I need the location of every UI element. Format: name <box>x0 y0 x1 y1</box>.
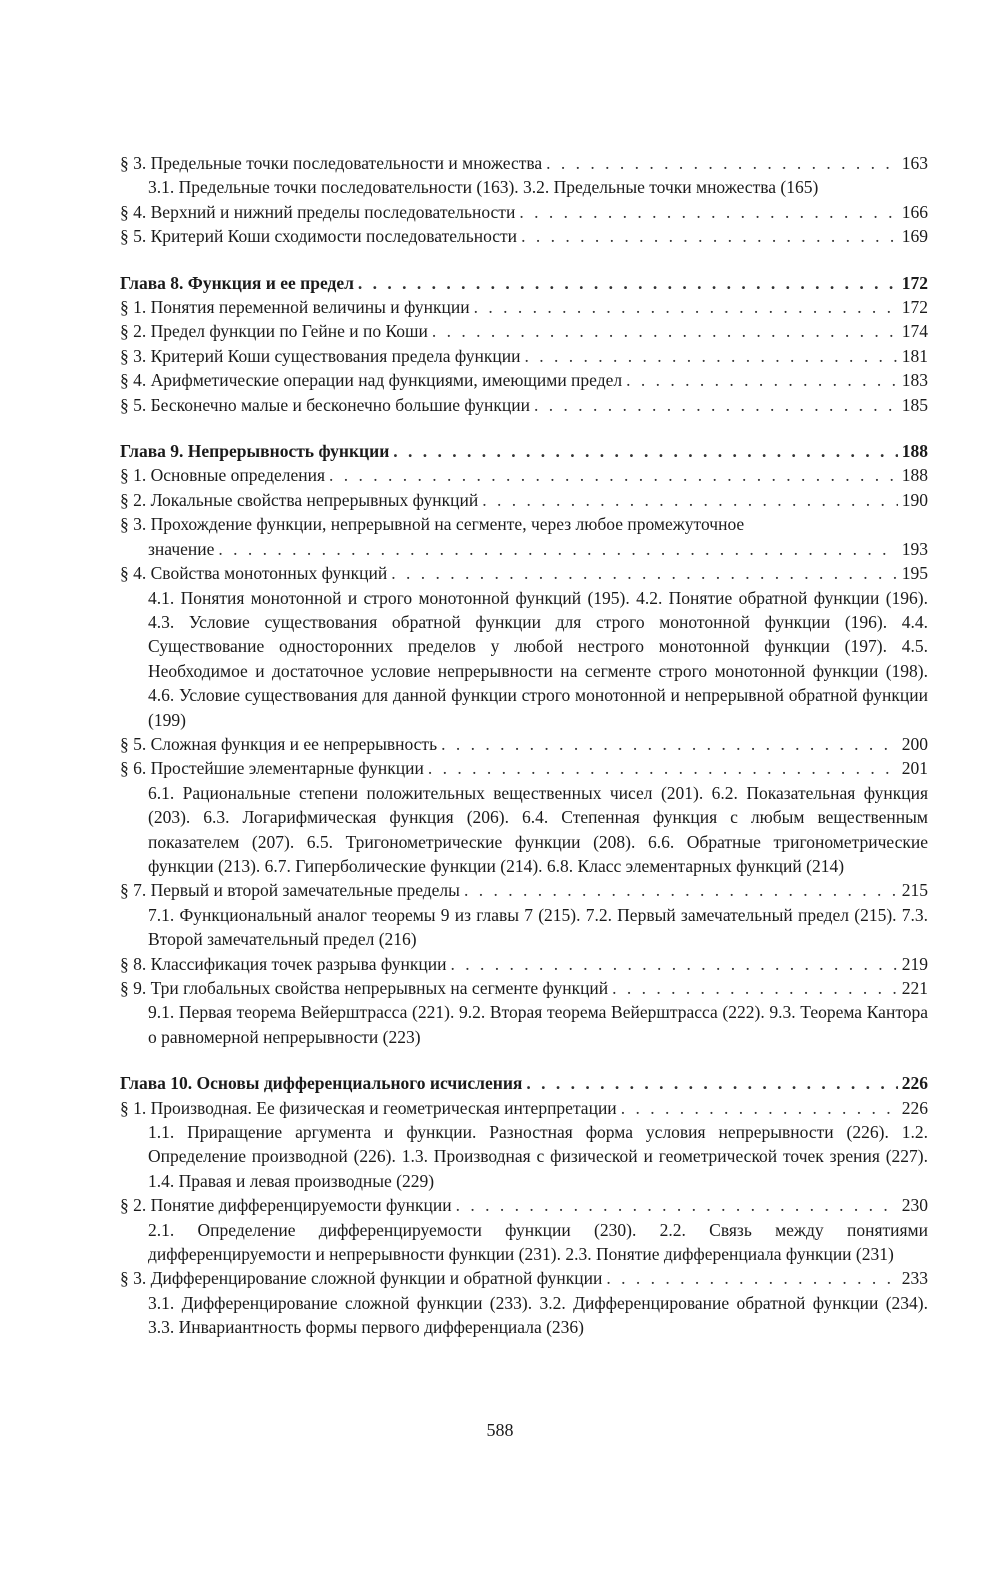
subsection-list: 1.1. Приращение аргумента и функции. Разностная форма условия непрерывности (226). 1.2. Определение производной (226). 1.3. Производная с физической и геометрической точек зрения (227). 1.4. Правая и левая производные (229) <box>148 1122 928 1191</box>
page-ref: 215 <box>901 880 928 901</box>
toc-section-entry <box>120 756 928 780</box>
toc-section-entry <box>120 488 928 512</box>
chapter-title: Глава 9. Непрерывность функции <box>120 441 390 462</box>
dot-leader <box>534 393 898 417</box>
section-title: § 6. Простейшие элементарные функции <box>120 758 424 779</box>
page-ref: 172 <box>901 272 928 293</box>
section-title: § 3. Прохождение функции, непрерывной на сегменте, через любое промежуточное <box>120 514 745 535</box>
dot-leader <box>482 488 898 512</box>
section-title: § 1. Понятия переменной величины и функции <box>120 297 470 318</box>
toc-section-entry <box>120 224 928 248</box>
toc-section-entry <box>120 512 928 536</box>
toc-section-entry <box>120 878 928 902</box>
page-ref: 230 <box>901 1195 928 1216</box>
page-ref: 185 <box>901 394 928 415</box>
page-ref: 201 <box>901 758 928 779</box>
section-title-continuation: значение <box>148 538 215 559</box>
section-title: § 2. Предел функции по Гейне и по Коши <box>120 321 428 342</box>
section-title: § 3. Предельные точки последовательности и множества <box>120 153 543 173</box>
page-ref: 181 <box>901 345 928 366</box>
table-of-contents <box>120 151 928 1340</box>
toc-section-entry <box>120 151 928 175</box>
page-ref: 169 <box>901 226 928 247</box>
dot-leader <box>218 537 897 561</box>
dot-leader <box>358 271 898 295</box>
toc-section-entry <box>120 295 928 319</box>
toc-section-entry <box>120 1266 928 1290</box>
section-title: § 2. Локальные свойства непрерывных функций <box>120 489 479 510</box>
toc-section-entry <box>120 200 928 224</box>
dot-leader <box>428 756 898 780</box>
section-title: § 3. Критерий Коши существования предела функции <box>120 345 521 366</box>
dot-leader <box>526 1071 897 1095</box>
page-ref: 226 <box>901 1073 928 1094</box>
subsection-list: 2.1. Определение дифференцируемости функции (230). 2.2. Связь между понятиями дифференцируемости и непрерывности функции (231). 2.3. Понятие дифференциала функции (231) <box>148 1219 928 1265</box>
toc-section-entry <box>120 561 928 585</box>
section-title: § 3. Дифференцирование сложной функции и обратной функции <box>120 1268 603 1289</box>
page-ref: 200 <box>901 733 928 754</box>
subsection-list: 4.1. Понятия монотонной и строго монотонной функций (195). 4.2. Понятие обратной функции (196). 4.3. Условие существования обратной функции для строго монотонной функции (196). 4.4. Существование односторонних пределов у любой нестрого монотонной функции (197). 4.5. Необходимое и достаточное условие непрерывности на сегменте строго монотонной функции (198). 4.6. Условие существования для данной функции строго монотонной и непрерывной обратной функции (199) <box>148 587 928 730</box>
page-ref: 172 <box>901 297 928 318</box>
page-ref: 226 <box>901 1097 928 1118</box>
section-title: § 7. Первый и второй замечательные пределы <box>120 880 460 901</box>
toc-section-entry <box>120 344 928 368</box>
toc-section-entry <box>120 463 928 487</box>
dot-leader <box>474 295 898 319</box>
chapter-gap <box>120 1049 928 1071</box>
page-ref: 233 <box>901 1268 928 1289</box>
subsection-list: 9.1. Первая теорема Вейерштрасса (221). 9.2. Вторая теорема Вейерштрасса (222). 9.3. Теорема Кантора о равномерной непрерывности (223) <box>148 1002 928 1047</box>
toc-section-entry <box>120 1193 928 1217</box>
chapter-gap <box>120 249 928 271</box>
page-number: 588 <box>486 1420 514 1440</box>
page-ref: 174 <box>901 321 928 342</box>
section-title: § 5. Сложная функция и ее непрерывность <box>120 733 438 754</box>
toc-section-entry <box>120 368 928 392</box>
page-ref: 163 <box>901 153 928 173</box>
dot-leader <box>456 1193 898 1217</box>
toc-section-entry <box>120 952 928 976</box>
toc-section-entry <box>120 319 928 343</box>
dot-leader <box>450 952 897 976</box>
subsection-list: 3.1. Дифференцирование сложной функции (233). 3.2. Дифференцирование обратной функции (234). 3.3. Инвариантность формы первого дифференциала (236) <box>148 1292 928 1338</box>
section-title: § 4. Арифметические операции над функциями, имеющими предел <box>120 370 623 391</box>
dot-leader <box>521 224 898 248</box>
section-title: § 2. Понятие дифференцируемости функции <box>120 1195 452 1216</box>
chapter-title: Глава 10. Основы дифференциального исчисления <box>120 1073 523 1094</box>
dot-leader <box>525 344 898 368</box>
toc-section-entry <box>120 393 928 417</box>
section-title: § 5. Критерий Коши сходимости последовательности <box>120 226 518 247</box>
page-ref: 166 <box>901 201 928 222</box>
section-title: § 1. Производная. Ее физическая и геометрическая интерпретации <box>120 1097 617 1118</box>
section-title: § 5. Бесконечно малые и бесконечно большие функции <box>120 394 530 415</box>
chapter-gap <box>120 417 928 439</box>
section-title: § 4. Верхний и нижний пределы последовательности <box>120 201 516 222</box>
dot-leader <box>606 1266 897 1290</box>
section-title: § 1. Основные определения <box>120 465 326 486</box>
chapter-title: Глава 8. Функция и ее предел <box>120 272 354 293</box>
dot-leader <box>393 439 897 463</box>
dot-leader <box>464 878 898 902</box>
dot-leader <box>626 368 898 392</box>
page-ref: 221 <box>901 978 928 998</box>
subsection-list: 7.1. Функциональный аналог теоремы 9 из главы 7 (215). 7.2. Первый замечательный предел (215). 7.3. Второй замечательный предел (216) <box>148 904 928 950</box>
toc-section-entry <box>120 1096 928 1120</box>
dot-leader <box>329 463 898 487</box>
dot-leader <box>612 976 898 1000</box>
toc-chapter-entry <box>120 271 928 295</box>
toc-chapter-entry <box>120 439 928 463</box>
page-ref: 183 <box>901 370 928 391</box>
dot-leader <box>391 561 897 585</box>
subsection-list: 3.1. Предельные точки последовательности (163). 3.2. Предельные точки множества (165) <box>148 177 819 198</box>
page-ref: 190 <box>901 489 928 510</box>
page-ref: 193 <box>901 538 928 559</box>
section-title: § 8. Классификация точек разрыва функции <box>120 953 447 974</box>
toc-section-entry <box>120 732 928 756</box>
section-title: § 9. Три глобальных свойства непрерывных на сегменте функций <box>120 978 609 998</box>
dot-leader <box>519 200 897 224</box>
toc-chapter-entry <box>120 1071 928 1095</box>
page-ref: 188 <box>901 465 928 486</box>
toc-section-continuation <box>120 537 928 561</box>
page-ref: 219 <box>901 953 928 974</box>
page-ref: 195 <box>901 563 928 584</box>
subsection-list: 6.1. Рациональные степени положительных вещественных чисел (201). 6.2. Показательная функция (203). 6.3. Логарифмическая функция (206). 6.4. Степенная функция с любым вещественным показателем (207). 6.5. Тригонометрические функции (208). 6.6. Обратные тригонометрические функции (213). 6.7. Гиперболические функции (214). 6.8. Класс элементарных функций (214) <box>148 782 928 876</box>
section-title: § 4. Свойства монотонных функций <box>120 563 388 584</box>
toc-section-entry <box>120 976 928 1000</box>
dot-leader <box>546 151 898 175</box>
dot-leader <box>432 319 898 343</box>
dot-leader <box>621 1096 898 1120</box>
page-ref: 188 <box>901 441 928 462</box>
dot-leader <box>441 732 898 756</box>
